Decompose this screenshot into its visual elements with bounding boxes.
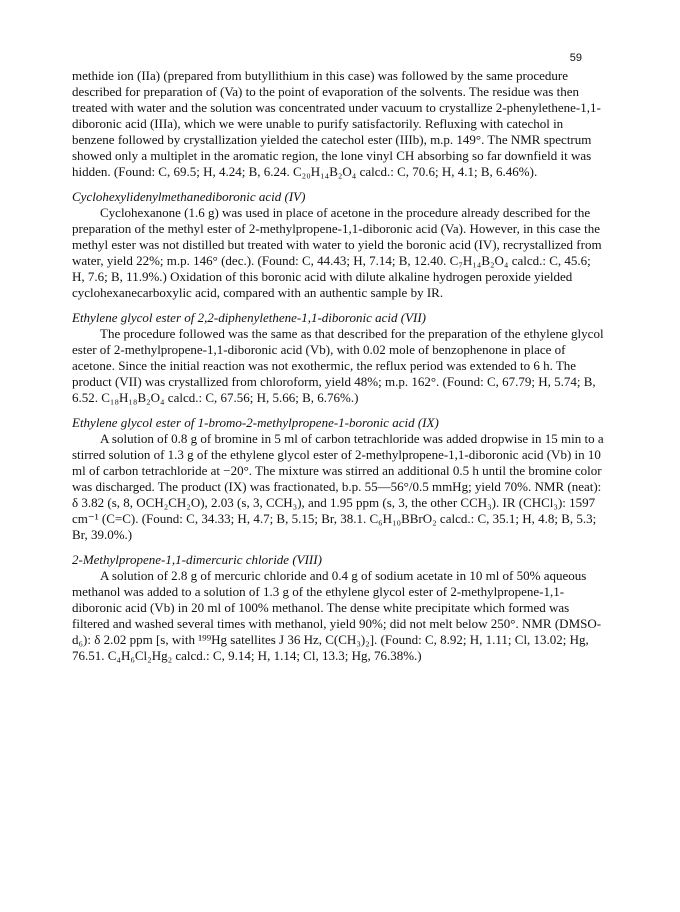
section-dimercuric-chloride xyxy=(72,552,606,664)
section-paragraph: Cyclohexanone (1.6 g) was used in place of acetone in the procedure already described for the preparation of the methyl ester of 2-methylpropene-1,1-diboronic acid (Va). However, in this case the methyl ester was not distilled but treated with water to yield the boronic acid (IV), recrystallized from water, yield 22%; m.p. 146° (dec.). (Found: C, 44.43; H, 7.14; B, 12.40. C₇H₁₄B₂O₄ calcd.: C, 45.6; H, 7.6; B, 11.9%.) Oxidation of this boronic acid with dilute alkaline hydrogen peroxide yielded cyclohexanecarboxylic acid, compared with an authentic sample by IR. xyxy=(72,205,602,300)
section-bromo-methylpropene-ester xyxy=(72,415,606,543)
section-paragraph: A solution of 2.8 g of mercuric chloride and 0.4 g of sodium acetate in 10 ml of 50% aqueous methanol was added to a solution of 1.3 g of the ethylene glycol ester of 2-methylpropene-1,1-diboronic acid (Vb) in 20 ml of 100% methanol. The dense white precipitate which formed was filtered and washed several times with methanol, yield 90%; did not melt below 250°. NMR (DMSO-d₆): δ 2.02 ppm [s, with ¹⁹⁹Hg satellites J 36 Hz, C(CH₃)₂]. (Found: C, 8.92; H, 1.11; Cl, 13.02; Hg, 76.51. C₄H₆Cl₂Hg₂ calcd.: C, 9.14; H, 1.14; Cl, 13.3; Hg, 76.38%.) xyxy=(72,568,602,663)
section-heading: 2-Methylpropene-1,1-dimercuric chloride (VIII) xyxy=(72,552,322,567)
section-cyclohexylidenylmethanediboronic-acid xyxy=(72,189,606,301)
section-heading: Ethylene glycol ester of 2,2-diphenylethene-1,1-diboronic acid (VII) xyxy=(72,310,427,325)
page-number: 59 xyxy=(569,52,582,64)
document-body xyxy=(72,68,606,664)
section-heading: Ethylene glycol ester of 1-bromo-2-methylpropene-1-boronic acid (IX) xyxy=(72,415,439,430)
section-paragraph: The procedure followed was the same as that described for the preparation of the ethylene glycol ester of 2-methylpropene-1,1-diboronic acid (Vb), with 0.02 mole of benzophenone in place of acetone. Since the initial reaction was not exothermic, the reflux period was extended to 6 h. The product (VII) was crystallized from chloroform, yield 48%; m.p. 162°. (Found: C, 67.79; H, 5.74; B, 6.52. C₁₈H₁₈B₂O₄ calcd.: C, 67.56; H, 5.66; B, 6.76%.) xyxy=(72,326,604,405)
section-diphenylethene-ester xyxy=(72,310,606,406)
section-heading: Cyclohexylidenylmethanediboronic acid (IV) xyxy=(72,189,306,204)
intro-paragraph: methide ion (IIa) (prepared from butyllithium in this case) was followed by the same procedure described for preparation of (Va) to the point of evaporation of the solvents. The residue was then treated with water and the solution was concentrated under vacuum to crystallize 2-phenylethene-1,1-diboronic acid (IIIa), which we were unable to purify satisfactorily. Refluxing with catechol in benzene followed by crystallization yielded the catechol ester (IIIb), m.p. 149°. The NMR spectrum showed only a multiplet in the aromatic region, the lone vinyl CH absorbing so far downfield it was hidden. (Found: C, 69.5; H, 4.24; B, 6.24. C₂₀H₁₄B₂O₄ calcd.: C, 70.6; H, 4.1; B, 6.46%). xyxy=(72,68,601,179)
section-paragraph: A solution of 0.8 g of bromine in 5 ml of carbon tetrachloride was added dropwise in 15 min to a stirred solution of 1.3 g of the ethylene glycol ester of 2-methylpropene-1,1-diboronic acid (Vb) in 10 ml of carbon tetrachloride at −20°. The mixture was stirred an additional 0.5 h until the bromine color was discharged. The product (IX) was fractionated, b.p. 55—56°/0.5 mmHg; yield 70%. NMR (neat): δ 3.82 (s, 8, OCH₂CH₂O), 2.03 (s, 3, CCH₃), and 1.95 ppm (s, 3, the other CCH₃). IR (CHCl₃): 1597 cm⁻¹ (C=C). (Found: C, 34.33; H, 4.7; B, 5.15; Br, 38.1. C₆H₁₀BBrO₂ calcd.: C, 35.1; H, 4.8; B, 5.3; Br, 39.0%.) xyxy=(72,431,604,542)
intro-section xyxy=(72,68,606,180)
